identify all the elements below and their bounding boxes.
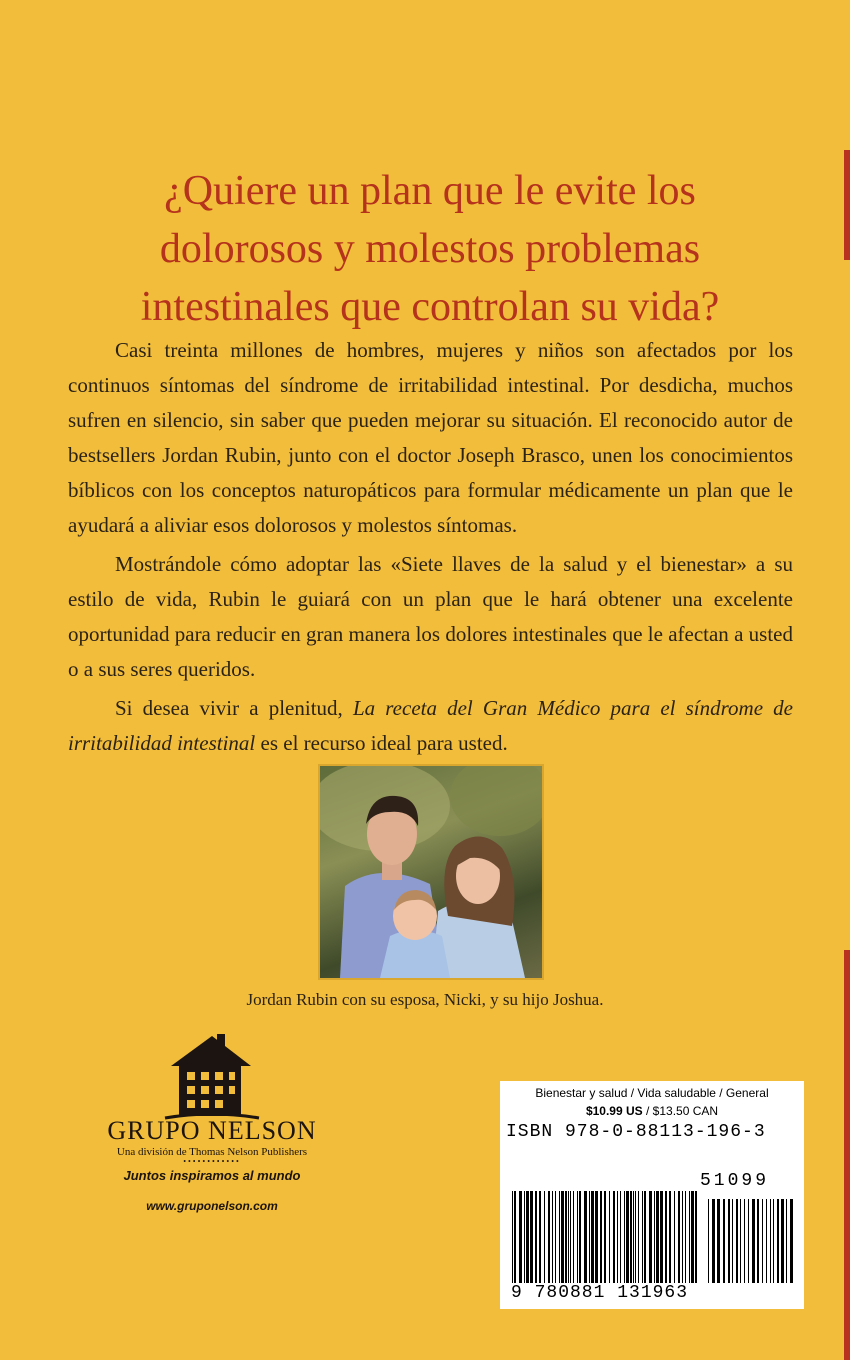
barcode-bar xyxy=(552,1191,553,1283)
barcode-bar xyxy=(589,1191,590,1283)
barcode-bar xyxy=(656,1191,659,1283)
barcode-addon-number: 51099 xyxy=(700,1171,770,1191)
barcode-bar xyxy=(519,1191,522,1283)
addon-bar xyxy=(708,1199,709,1283)
author-family-photo xyxy=(320,766,542,978)
addon-bar xyxy=(723,1199,725,1283)
barcode-bar xyxy=(682,1191,683,1283)
addon-bar xyxy=(766,1199,767,1283)
barcode-bar xyxy=(595,1191,598,1283)
barcode-bar xyxy=(514,1191,516,1283)
addon-bar xyxy=(786,1199,787,1283)
paragraph-3-end: es el recurso ideal para usted. xyxy=(255,731,508,755)
barcode-bar xyxy=(577,1191,578,1283)
barcode-bar xyxy=(579,1191,581,1283)
barcode-bar xyxy=(530,1191,533,1283)
isbn-text: ISBN 978-0-88113-196-3 xyxy=(506,1122,766,1142)
addon-bar xyxy=(757,1199,759,1283)
paragraph-1: Casi treinta millones de hombres, mujeres y niños son afectados por los continuos síntomas del síndrome de irritabilidad intestinal. Por desdicha, muchos sufren en silencio, sin saber que pueden mejorar su situación. El reconocido autor de bestsellers Jordan Rubin, junto con el doctor Joseph Brasco, unen los conocimientos bíblicos con los conceptos naturopáticos para formular médicamente un plan que le ayudará a aliviar esos dolorosos y molestos síntomas. xyxy=(68,338,793,537)
barcode-bar xyxy=(568,1191,569,1283)
barcode-bar xyxy=(695,1191,697,1283)
barcode-bar xyxy=(642,1191,643,1283)
barcode-bar xyxy=(689,1191,690,1283)
description xyxy=(68,333,793,761)
barcode-bars xyxy=(508,1191,796,1291)
publisher-url: www.gruponelson.com xyxy=(146,1199,278,1213)
price-can: / $13.50 CAN xyxy=(642,1104,719,1118)
barcode-bar xyxy=(512,1191,513,1283)
addon-bar xyxy=(781,1199,784,1283)
addon-bar xyxy=(748,1199,749,1283)
headline: ¿Quiere un plan que le evite los dolorosos y molestos problemas intestinales que controlan su vida? xyxy=(140,168,720,330)
barcode-bar xyxy=(600,1191,602,1283)
barcode-bar xyxy=(591,1191,594,1283)
publisher-name: GRUPO NELSON xyxy=(107,1116,317,1145)
barcode-bar xyxy=(674,1191,675,1283)
barcode-bar xyxy=(526,1191,529,1283)
addon-bar xyxy=(744,1199,745,1283)
barcode-bar xyxy=(635,1191,636,1283)
barcode-bar xyxy=(620,1191,621,1283)
paragraph-3 xyxy=(68,691,793,761)
barcode-digits: 9 780881 131963 xyxy=(508,1283,691,1303)
barcode-bar xyxy=(524,1191,525,1283)
barcode-bar xyxy=(691,1191,694,1283)
barcode-bar xyxy=(617,1191,618,1283)
barcode-bar xyxy=(535,1191,537,1283)
barcode-bar xyxy=(678,1191,680,1283)
barcode-bar xyxy=(604,1191,606,1283)
barcode-bar xyxy=(665,1191,667,1283)
addon-bar xyxy=(770,1199,771,1283)
barcode-bar xyxy=(660,1191,663,1283)
addon-bar xyxy=(752,1199,755,1283)
barcode-bar xyxy=(570,1191,571,1283)
barcode-bar xyxy=(565,1191,567,1283)
barcode-bar xyxy=(644,1191,646,1283)
addon-bar xyxy=(790,1199,793,1283)
barcode-bar xyxy=(609,1191,610,1283)
addon-bar xyxy=(773,1199,774,1283)
publisher-division: Una división de Thomas Nelson Publishers xyxy=(116,1146,308,1158)
addon-bar xyxy=(740,1199,741,1283)
paragraph-3-start: Si desea vivir a plenitud, xyxy=(115,696,353,720)
photo-caption: Jordan Rubin con su esposa, Nicki, y su hijo Joshua. xyxy=(246,990,604,1009)
family-photo-illustration xyxy=(320,766,542,978)
barcode-price xyxy=(500,1104,804,1118)
addon-bar xyxy=(762,1199,763,1283)
barcode-bar xyxy=(544,1191,545,1283)
publisher-tagline: Juntos inspiramos al mundo xyxy=(123,1168,301,1183)
barcode-bar xyxy=(613,1191,615,1283)
barcode-bar xyxy=(584,1191,587,1283)
publisher-logo xyxy=(72,1030,352,1213)
addon-bar xyxy=(732,1199,733,1283)
barcode-bar xyxy=(539,1191,541,1283)
barcode-bar xyxy=(630,1191,632,1283)
edge-accent-bottom xyxy=(844,950,850,1360)
price-us: $10.99 US xyxy=(585,1104,643,1118)
house-logo-icon xyxy=(157,1030,267,1120)
addon-bar xyxy=(736,1199,738,1283)
barcode-bar xyxy=(626,1191,629,1283)
publisher-divider-dots: •••••••••••• xyxy=(183,1157,241,1166)
barcode-bar xyxy=(669,1191,671,1283)
barcode-category: Bienestar y salud / Vida saludable / General xyxy=(535,1086,769,1100)
barcode-bar xyxy=(638,1191,639,1283)
barcode-bar xyxy=(555,1191,556,1283)
addon-bar xyxy=(728,1199,730,1283)
book-title: La receta del Gran Médico para el síndrome de irritabilidad intestinal xyxy=(68,696,793,755)
barcode-bar xyxy=(649,1191,652,1283)
barcode-bar xyxy=(685,1191,686,1283)
addon-bar xyxy=(777,1199,779,1283)
barcode-bar xyxy=(654,1191,655,1283)
barcode-bar xyxy=(633,1191,634,1283)
edge-accent-top xyxy=(844,150,850,260)
barcode-bar xyxy=(548,1191,550,1283)
addon-bar xyxy=(717,1199,720,1283)
barcode-bar xyxy=(624,1191,625,1283)
addon-bar xyxy=(712,1199,715,1283)
barcode-bar xyxy=(561,1191,564,1283)
barcode-label xyxy=(500,1081,804,1309)
paragraph-2: Mostrándole cómo adoptar las «Siete llaves de la salud y el bienestar» a su estilo de vida, Rubin le guiará con un plan que le hará obtener una excelente oportunidad para reducir en gran manera los dolores intestinales que le afectan a usted o a sus seres queridos. xyxy=(68,552,793,681)
barcode-bar xyxy=(559,1191,560,1283)
barcode-bar xyxy=(573,1191,574,1283)
